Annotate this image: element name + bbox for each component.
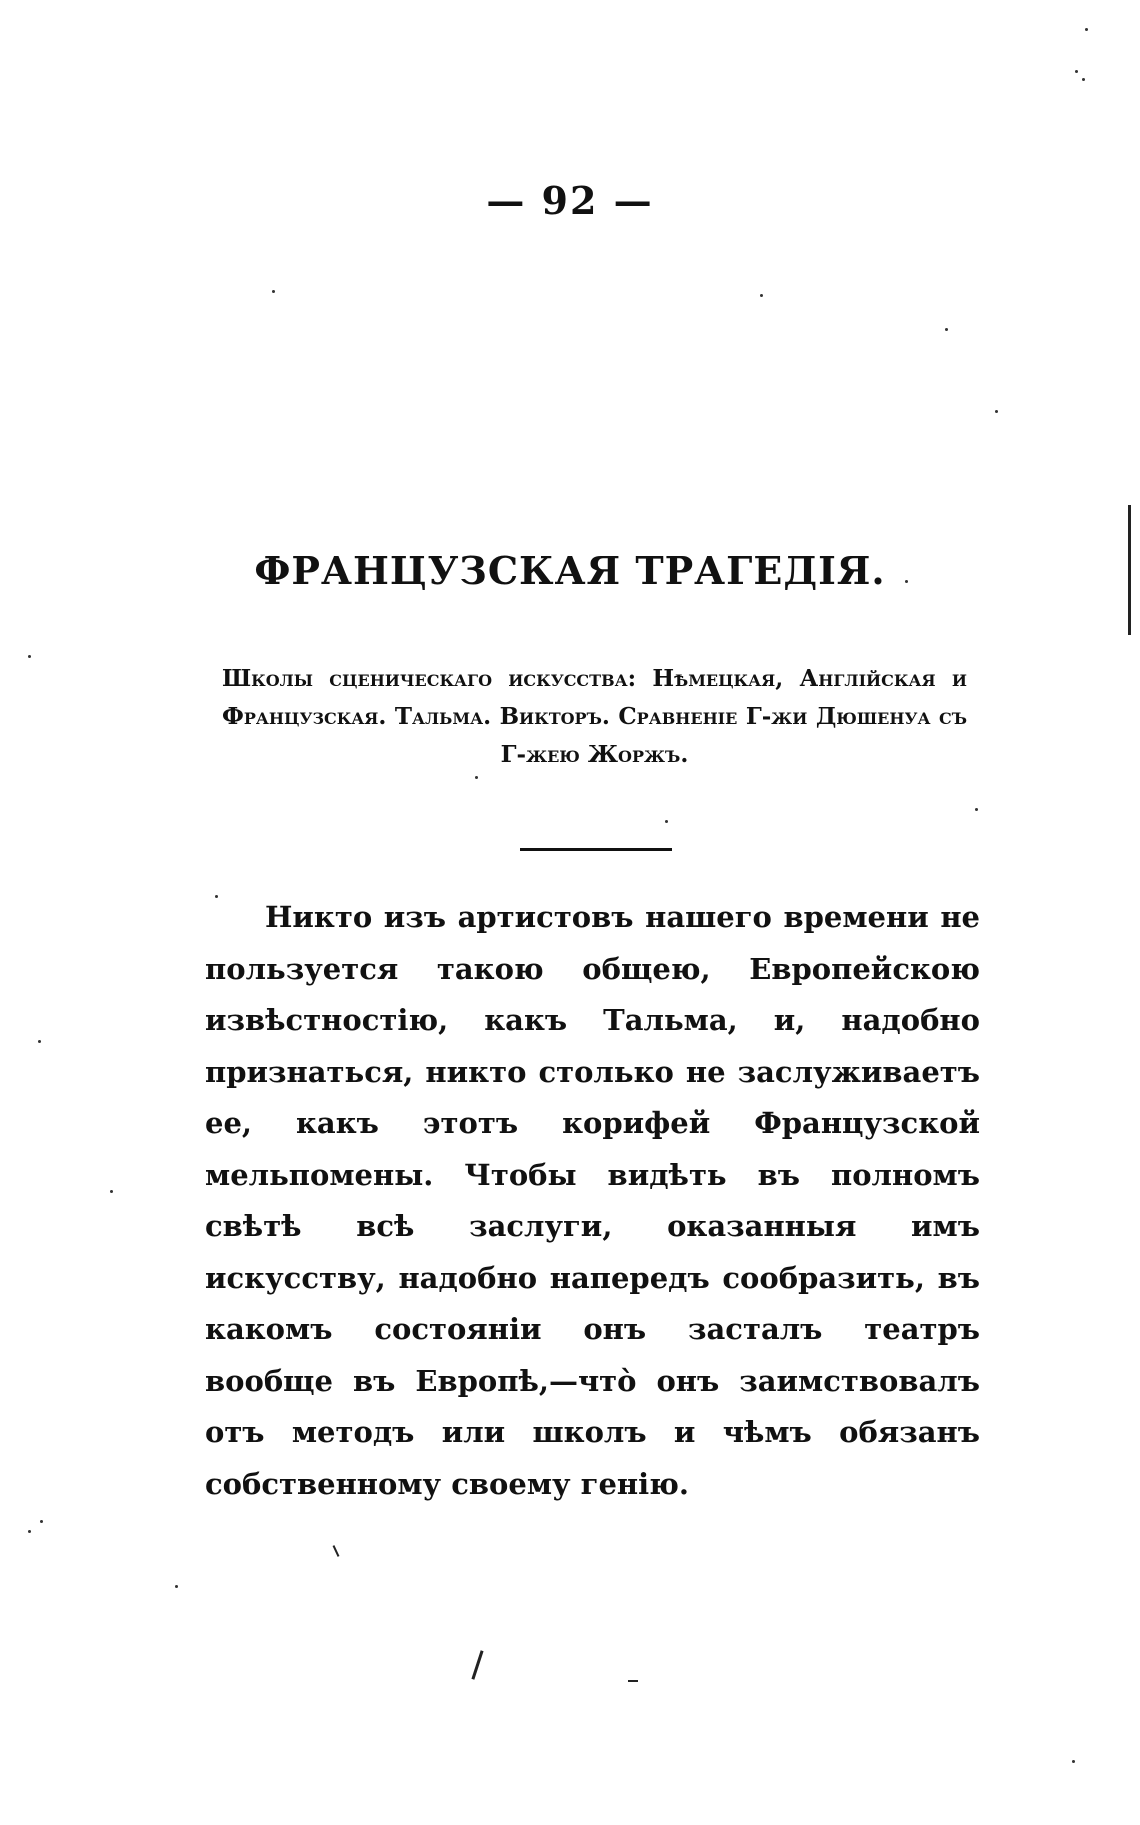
- chapter-summary: Школы сценическаго искусства: Нѣмецкая, Англійская и Французская. Тальма. Викторъ. Сравненіе Г-жи Дюшенуа съ Г-жею Жоржъ.: [222, 665, 967, 768]
- scan-stroke: [333, 1545, 340, 1557]
- scan-speck: [40, 1520, 43, 1523]
- scan-speck: [995, 410, 998, 413]
- scan-speck: [28, 1530, 31, 1533]
- scan-speck: [110, 1190, 113, 1193]
- scan-speck: [272, 290, 275, 293]
- section-divider: [520, 848, 672, 851]
- scan-speck: [945, 328, 948, 331]
- scan-speck: [1072, 1760, 1075, 1763]
- scan-speck: [760, 294, 763, 297]
- scan-speck: [38, 1040, 41, 1043]
- scan-stroke: [471, 1650, 483, 1679]
- scan-speck: [975, 808, 978, 811]
- scan-speck: [175, 1585, 178, 1588]
- scan-speck: [215, 895, 218, 898]
- chapter-title: ФРАНЦУЗСКАЯ ТРАГЕДІЯ.: [254, 548, 886, 593]
- scan-stroke: [628, 1680, 638, 1682]
- page-number: — 92 —: [486, 178, 654, 223]
- scan-speck: [905, 580, 908, 583]
- scan-speck: [1085, 28, 1088, 31]
- scan-speck: [475, 776, 478, 779]
- body-paragraph: Никто изъ артистовъ нашего времени не пользуется такою общею, Европейскою извѣстностію, какъ Тальма, и, надобно признаться, никто столько не заслуживаетъ ее, какъ этотъ корифей Французской мельпомены. Чтобы видѣть въ полномъ свѣтѣ всѣ заслуги, оказанныя имъ искусству, надобно напередъ сообразить, въ какомъ состояніи онъ засталъ театръ вообще въ Европѣ,—что̀ онъ заимствовалъ отъ методъ или школъ и чѣмъ обязанъ собственному своему генію.: [205, 900, 980, 1501]
- scan-speck: [28, 655, 31, 658]
- scan-speck: [665, 820, 668, 823]
- scan-edge-mark: [1128, 505, 1131, 635]
- scan-speck: [1082, 78, 1085, 81]
- scan-speck: [1075, 70, 1078, 73]
